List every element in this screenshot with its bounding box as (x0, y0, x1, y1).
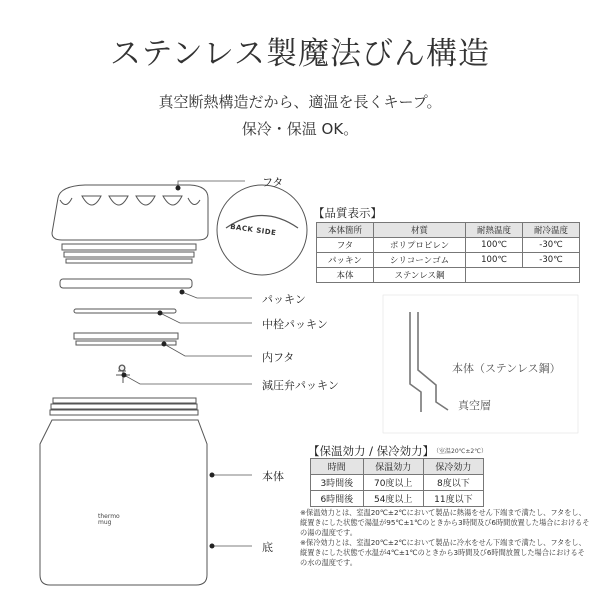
label-bottom: 底 (262, 541, 273, 554)
label-inner-lid: 内フタ (262, 351, 295, 364)
table-row (317, 268, 580, 283)
quality-title: 【品質表示】 (313, 206, 382, 220)
product-logo: thermo mug (98, 513, 120, 526)
quality-cell: ポリプロピレン (373, 238, 465, 253)
label-lid: フタ (262, 176, 284, 189)
cross-section-vacuum-label: 真空層 (458, 399, 491, 412)
effect-header: 保温効力 (363, 459, 423, 475)
effect-table (310, 458, 484, 507)
quality-cell: 本体 (317, 268, 374, 283)
effect-header: 時間 (311, 459, 364, 475)
quality-table (316, 222, 580, 283)
quality-cell: シリコーンゴム (373, 253, 465, 268)
cross-section-body-label: 本体（ステンレス鋼） (452, 362, 561, 375)
table-row (317, 253, 580, 268)
page-title: ステンレス製魔法びん構造 (109, 36, 491, 72)
effect-cell: 54度以上 (363, 491, 423, 507)
quality-cell: ステンレス鋼 (373, 268, 465, 283)
effect-cell: 11度以下 (423, 491, 483, 507)
effect-cell: 3時間後 (311, 475, 364, 491)
quality-header: 耐熱温度 (466, 223, 523, 238)
effect-note-2: ※保冷効力とは、室温20℃±2℃において製品に冷水をせん下端まで満たし、フタをし、縦置きにした状態で水温が4℃±1℃のときから3時間及び6時間放置した場合におけるその水の温度です。 (300, 538, 586, 567)
label-packing: パッキン (262, 293, 306, 306)
quality-header: 材質 (373, 223, 465, 238)
subtitle-line-2: 保冷・保温 OK。 (241, 120, 359, 138)
back-side-label: BACK SIDE (229, 222, 277, 238)
table-row (311, 475, 484, 491)
quality-cell: パッキン (317, 253, 374, 268)
room-temp-note: （室温20℃±2℃） (433, 448, 487, 455)
quality-cell: フタ (317, 238, 374, 253)
quality-cell: -30℃ (523, 238, 580, 253)
label-body: 本体 (262, 470, 284, 483)
subtitle-line-1: 真空断熱構造だから、適温を長くキープ。 (158, 93, 442, 111)
effect-note-1: ※保温効力とは、室温20℃±2℃において製品に熱湯をせん下端まで満たし、フタをし、縦置きにした状態で湯温が95℃±1℃のときから3時間及び6時間放置した場合におけるその湯の温度です。 (300, 508, 590, 537)
quality-header: 耐冷温度 (523, 223, 580, 238)
effect-cell: 70度以上 (363, 475, 423, 491)
quality-cell: 100℃ (466, 238, 523, 253)
quality-cell: 100℃ (466, 253, 523, 268)
table-row (311, 491, 484, 507)
lid-shape (52, 185, 208, 240)
label-valve-packing: 減圧弁パッキン (262, 379, 339, 392)
effect-header: 保冷効力 (423, 459, 483, 475)
quality-header: 本体箇所 (317, 223, 374, 238)
effect-title: 【保温効力 / 保冷効力】 (308, 444, 435, 458)
body-shape (40, 420, 207, 585)
table-row (317, 238, 580, 253)
effect-cell: 8度以下 (423, 475, 483, 491)
quality-cell: -30℃ (523, 253, 580, 268)
label-inner-plug-packing: 中栓パッキン (262, 318, 328, 331)
quality-cell-empty (466, 268, 580, 283)
effect-cell: 6時間後 (311, 491, 364, 507)
